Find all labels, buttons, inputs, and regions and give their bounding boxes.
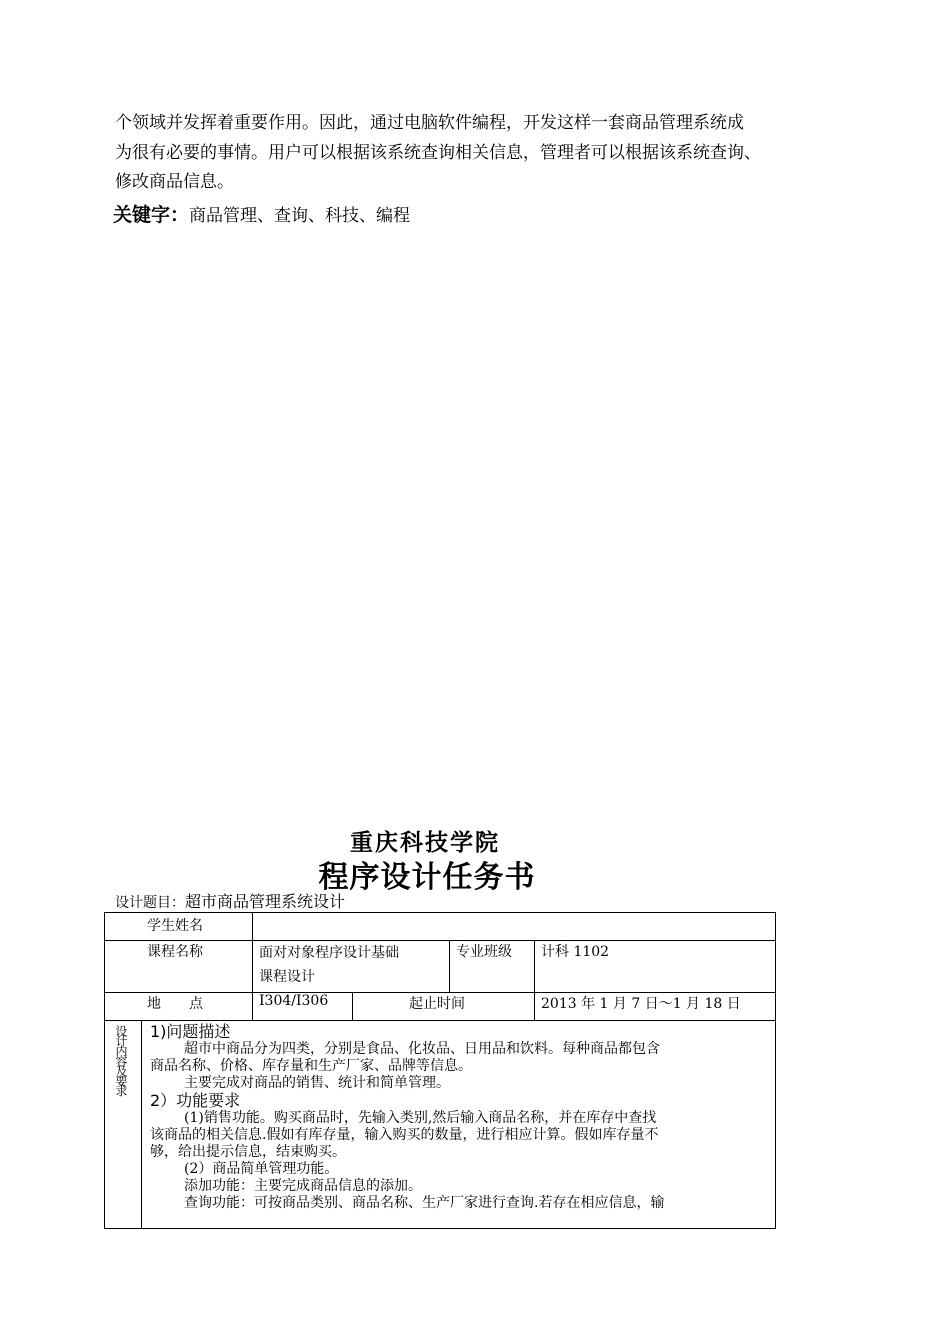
course-label: 课程名称 [147,944,203,960]
req-query-line: 查询功能：可按商品类别、商品名称、生产厂家进行查询.若存在相应信息，输 [184,1195,665,1211]
student-name-label: 学生姓名 [147,918,203,934]
req-problem-line-1: 超市中商品分为四类，分别是食品、化妆品、日用品和饮料。每种商品都包含 [184,1041,660,1057]
major-label: 专业班级 [456,944,512,960]
course-value-line-2: 课程设计 [259,969,315,985]
course-value-line-1: 面对对象程序设计基础 [259,945,399,961]
time-label: 起止时间 [409,996,465,1012]
req-sales-line-3: 够，给出提示信息，结束购买。 [150,1144,346,1160]
keywords-label: 关键字： [113,204,190,226]
req-add-line: 添加功能：主要完成商品信息的添加。 [184,1178,422,1194]
course-value [253,941,449,991]
major-value: 计科 1102 [541,944,610,960]
school-name: 重庆科技学院 [350,830,500,856]
abstract-line-1: 个领域并发挥着重要作用。因此，通过电脑软件编程，开发这样一套商品管理系统成 [115,113,744,133]
req-heading-problem: 1)问题描述 [150,1022,231,1041]
req-sales-line-2: 该商品的相关信息.假如有库存量，输入购买的数量，进行相应计算。假如库存量不 [150,1127,659,1143]
req-management-line: (2）商品简单管理功能。 [184,1161,339,1177]
requirements-content [142,1021,775,1214]
req-problem-line-3: 主要完成对商品的销售、统计和简单管理。 [184,1075,450,1091]
keywords-value: 商品管理、查询、科技、编程 [189,206,411,226]
abstract-line-3: 修改商品信息。 [115,172,234,192]
row-student-name [105,913,776,941]
location-value: I304/I306 [259,993,329,1009]
req-heading-function: 2）功能要求 [150,1091,241,1110]
row-location-time [105,993,776,1021]
document-title: 程序设计任务书 [318,860,536,895]
time-value: 2013 年 1 月 7 日～1 月 18 日 [541,996,741,1012]
location-label: 地 点 [147,996,203,1012]
row-course [105,941,776,993]
subject-value: 超市商品管理系统设计 [185,892,346,911]
student-name-value [253,913,775,917]
keywords-line [113,200,410,227]
req-sales-line-1: (1)销售功能。购买商品时，先输入类别,然后输入商品名称，并在库存中查找 [184,1110,657,1126]
task-table [104,912,776,1229]
subject-label: 设计题目： [115,895,185,911]
abstract-line-2: 为很有必要的事情。用户可以根据该系统查询相关信息，管理者可以根据该系统查询、 [115,143,761,163]
requirements-label: 设计内容及要求 [114,1025,128,1095]
row-requirements [105,1021,776,1229]
req-problem-line-2: 商品名称、价格、库存量和生产厂家、品牌等信息。 [150,1058,472,1074]
design-subject [115,889,345,912]
